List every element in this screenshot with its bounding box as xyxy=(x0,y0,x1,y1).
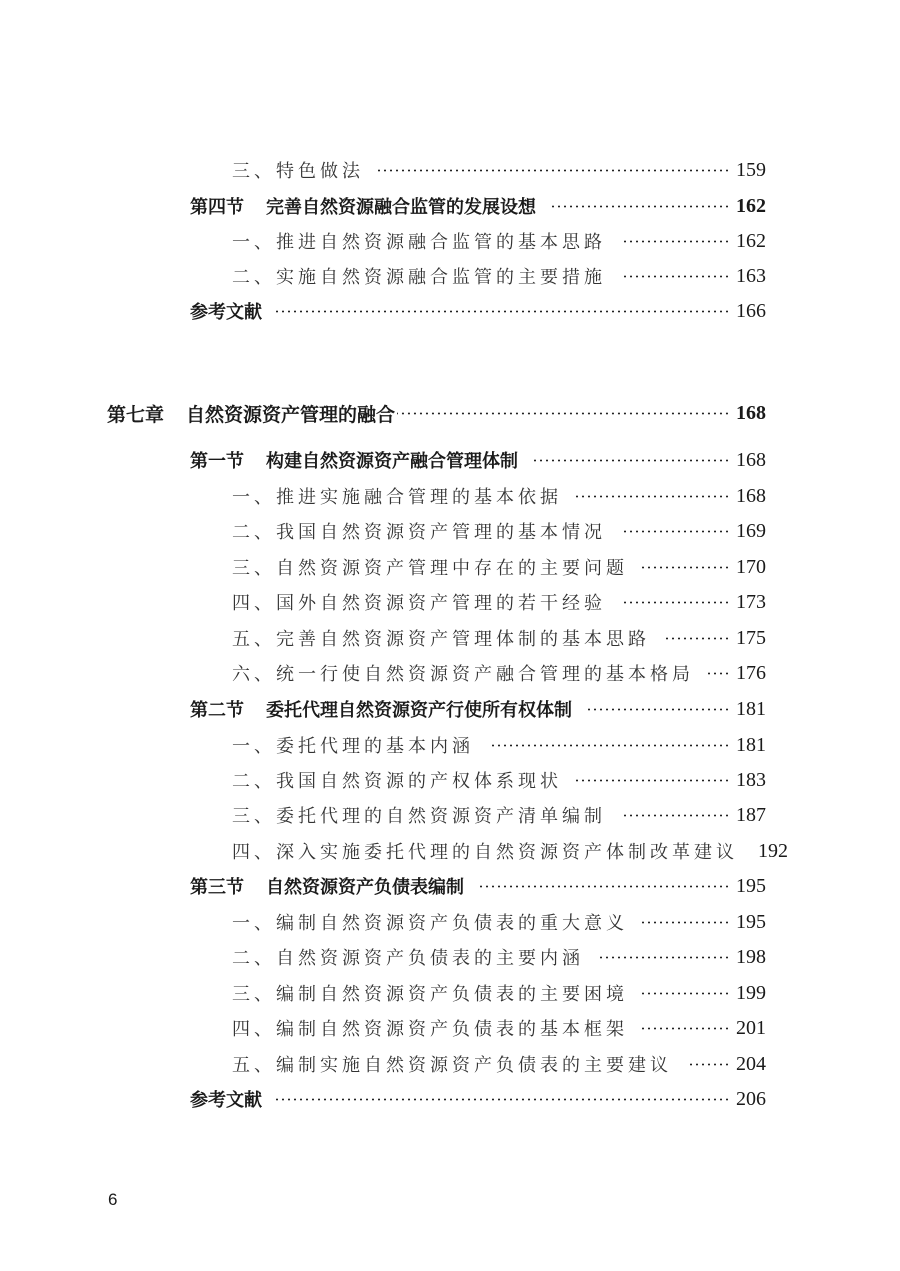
toc-entry-ref[interactable] xyxy=(190,1084,766,1114)
toc-entry-item[interactable] xyxy=(232,516,766,546)
toc-entry-item[interactable] xyxy=(232,765,766,795)
toc-entry-item[interactable] xyxy=(232,261,766,291)
toc-entry-label: 二、我国自然资源的产权体系现状 xyxy=(232,771,562,792)
toc-entry-item[interactable] xyxy=(232,226,766,256)
toc-entry-title xyxy=(232,625,650,651)
toc-entry-page: 198 xyxy=(736,945,766,968)
toc-entry-page: 175 xyxy=(736,626,766,649)
toc-entry-number: 第七章 xyxy=(107,403,165,426)
toc-entry-label: 四、国外自然资源资产管理的若干经验 xyxy=(232,593,606,614)
toc-entry-item[interactable] xyxy=(232,836,788,866)
toc-entry-title xyxy=(232,157,364,183)
toc-entry-label: 委托代理自然资源资产行使所有权体制 xyxy=(266,700,572,721)
leader-dots xyxy=(620,275,730,278)
toc-entry-label: 一、委托代理的基本内涵 xyxy=(232,736,474,757)
toc-entry-section[interactable] xyxy=(190,871,766,901)
toc-entry-page: 166 xyxy=(736,299,766,322)
toc-entry-title xyxy=(232,228,606,254)
toc-entry-number: 第三节 xyxy=(190,877,244,898)
toc-entry-title xyxy=(190,873,464,899)
leader-dots xyxy=(708,672,730,675)
toc-entry-label: 构建自然资源资产融合管理体制 xyxy=(266,451,518,472)
toc-entry-page: 199 xyxy=(736,981,766,1004)
toc-entry-page: 169 xyxy=(736,519,766,542)
leader-dots xyxy=(576,495,730,498)
toc-entry-item[interactable] xyxy=(232,1013,766,1043)
leader-dots xyxy=(598,956,730,959)
toc-entry-section[interactable] xyxy=(190,445,766,475)
toc-entry-label: 四、编制自然资源资产负债表的基本框架 xyxy=(232,1019,628,1040)
toc-entry-item[interactable] xyxy=(232,730,766,760)
toc-entry-item[interactable] xyxy=(232,658,766,688)
toc-entry-item[interactable] xyxy=(232,978,766,1008)
toc-entry-label: 二、实施自然资源融合监管的主要措施 xyxy=(232,267,606,288)
toc-entry-label: 四、深入实施委托代理的自然资源资产体制改革建议 xyxy=(232,842,738,863)
leader-dots xyxy=(642,566,730,569)
toc-entry-item[interactable] xyxy=(232,155,766,185)
leader-dots xyxy=(276,1098,730,1101)
toc-entry-title xyxy=(232,944,584,970)
toc-entry-page: 195 xyxy=(736,874,766,897)
leader-dots xyxy=(488,744,730,747)
leader-dots xyxy=(664,637,730,640)
toc-entry-label: 自然资源资产管理的融合 xyxy=(186,403,396,426)
toc-entry-title xyxy=(190,447,518,473)
toc-entry-item[interactable] xyxy=(232,800,766,830)
toc-entry-label: 一、推进自然资源融合监管的基本思路 xyxy=(232,232,606,253)
toc-entry-page: 201 xyxy=(736,1016,766,1039)
toc-entry-ref[interactable] xyxy=(190,296,766,326)
toc-entry-title xyxy=(232,802,606,828)
leader-dots xyxy=(620,530,730,533)
toc-entry-page: 183 xyxy=(736,768,766,791)
toc-entry-page: 170 xyxy=(736,555,766,578)
toc-entry-title xyxy=(190,298,262,324)
toc-entry-page: 168 xyxy=(736,448,766,471)
toc-entry-title xyxy=(232,732,474,758)
toc-entry-label: 参考文献 xyxy=(190,302,262,323)
toc-entry-item[interactable] xyxy=(232,552,766,582)
toc-entry-page: 181 xyxy=(736,733,766,756)
toc-entry-label: 自然资源资产负债表编制 xyxy=(266,877,464,898)
leader-dots xyxy=(620,240,730,243)
toc-entry-label: 一、推进实施融合管理的基本依据 xyxy=(232,487,562,508)
leader-dots xyxy=(642,1027,730,1030)
toc-entry-label: 五、完善自然资源资产管理体制的基本思路 xyxy=(232,629,650,650)
toc-entry-label: 二、我国自然资源资产管理的基本情况 xyxy=(232,522,606,543)
toc-entry-section[interactable] xyxy=(190,694,766,724)
toc-entry-title xyxy=(232,483,562,509)
toc-entry-label: 二、自然资源资产负债表的主要内涵 xyxy=(232,948,584,969)
toc-entry-page: 159 xyxy=(736,158,766,181)
toc-entry-title xyxy=(190,193,536,219)
toc-entry-item[interactable] xyxy=(232,1049,766,1079)
toc-entry-label: 六、统一行使自然资源资产融合管理的基本格局 xyxy=(232,664,694,685)
toc-entry-title xyxy=(232,1051,672,1077)
toc-entry-item[interactable] xyxy=(232,587,766,617)
toc-entry-title xyxy=(232,518,606,544)
toc-entry-page: 163 xyxy=(736,264,766,287)
toc-entry-page: 187 xyxy=(736,803,766,826)
toc-entry-page: 181 xyxy=(736,697,766,720)
toc-entry-section[interactable] xyxy=(190,191,766,221)
toc-entry-title xyxy=(232,554,628,580)
toc-entry-title xyxy=(232,980,628,1006)
toc-entry-page: 168 xyxy=(736,401,766,424)
leader-dots xyxy=(620,601,730,604)
toc-entry-label: 完善自然资源融合监管的发展设想 xyxy=(266,197,536,218)
toc-entry-item[interactable] xyxy=(232,623,766,653)
toc-entry-label: 参考文献 xyxy=(190,1090,262,1111)
toc-entry-title xyxy=(232,767,562,793)
leader-dots xyxy=(586,708,730,711)
toc-entry-page: 204 xyxy=(736,1052,766,1075)
leader-dots xyxy=(532,459,730,462)
leader-dots xyxy=(642,992,730,995)
toc-entry-number: 第二节 xyxy=(190,700,244,721)
toc-entry-page: 195 xyxy=(736,910,766,933)
leader-dots xyxy=(686,1063,730,1066)
toc-entry-label: 一、编制自然资源资产负债表的重大意义 xyxy=(232,913,628,934)
toc-entry-chapter[interactable] xyxy=(107,398,766,428)
toc-entry-item[interactable] xyxy=(232,481,766,511)
page-number: 6 xyxy=(108,1190,118,1209)
toc-entry-page: 206 xyxy=(736,1087,766,1110)
toc-entry-label: 五、编制实施自然资源资产负债表的主要建议 xyxy=(232,1055,672,1076)
leader-dots xyxy=(478,885,730,888)
toc-entry-page: 173 xyxy=(736,590,766,613)
toc-entry-title xyxy=(232,1015,628,1041)
toc-entry-title xyxy=(232,909,628,935)
toc-entry-label: 三、编制自然资源资产负债表的主要困境 xyxy=(232,984,628,1005)
toc-entry-page: 162 xyxy=(736,194,766,217)
leader-dots xyxy=(642,921,730,924)
leader-dots xyxy=(378,169,730,172)
toc-entry-title xyxy=(232,589,606,615)
toc-entry-number: 第四节 xyxy=(190,197,244,218)
toc-entry-title xyxy=(232,838,738,864)
toc-entry-title xyxy=(190,696,572,722)
toc-entry-title xyxy=(232,263,606,289)
toc-entry-label: 三、自然资源资产管理中存在的主要问题 xyxy=(232,558,628,579)
toc-entry-item[interactable] xyxy=(232,907,766,937)
leader-dots xyxy=(576,779,730,782)
toc-entry-number: 第一节 xyxy=(190,451,244,472)
leader-dots xyxy=(550,205,730,208)
leader-dots xyxy=(620,814,730,817)
toc-entry-page: 162 xyxy=(736,229,766,252)
toc-entry-page: 176 xyxy=(736,661,766,684)
toc-entry-title xyxy=(107,400,395,427)
toc-entry-title xyxy=(190,1086,262,1112)
leader-dots xyxy=(397,412,730,415)
leader-dots xyxy=(276,310,730,313)
toc-entry-page: 192 xyxy=(758,839,788,862)
toc-entry-title xyxy=(232,660,694,686)
toc-entry-item[interactable] xyxy=(232,942,766,972)
toc-entry-page: 168 xyxy=(736,484,766,507)
toc-entry-label: 三、特色做法 xyxy=(232,161,364,182)
toc-entry-label: 三、委托代理的自然资源资产清单编制 xyxy=(232,806,606,827)
